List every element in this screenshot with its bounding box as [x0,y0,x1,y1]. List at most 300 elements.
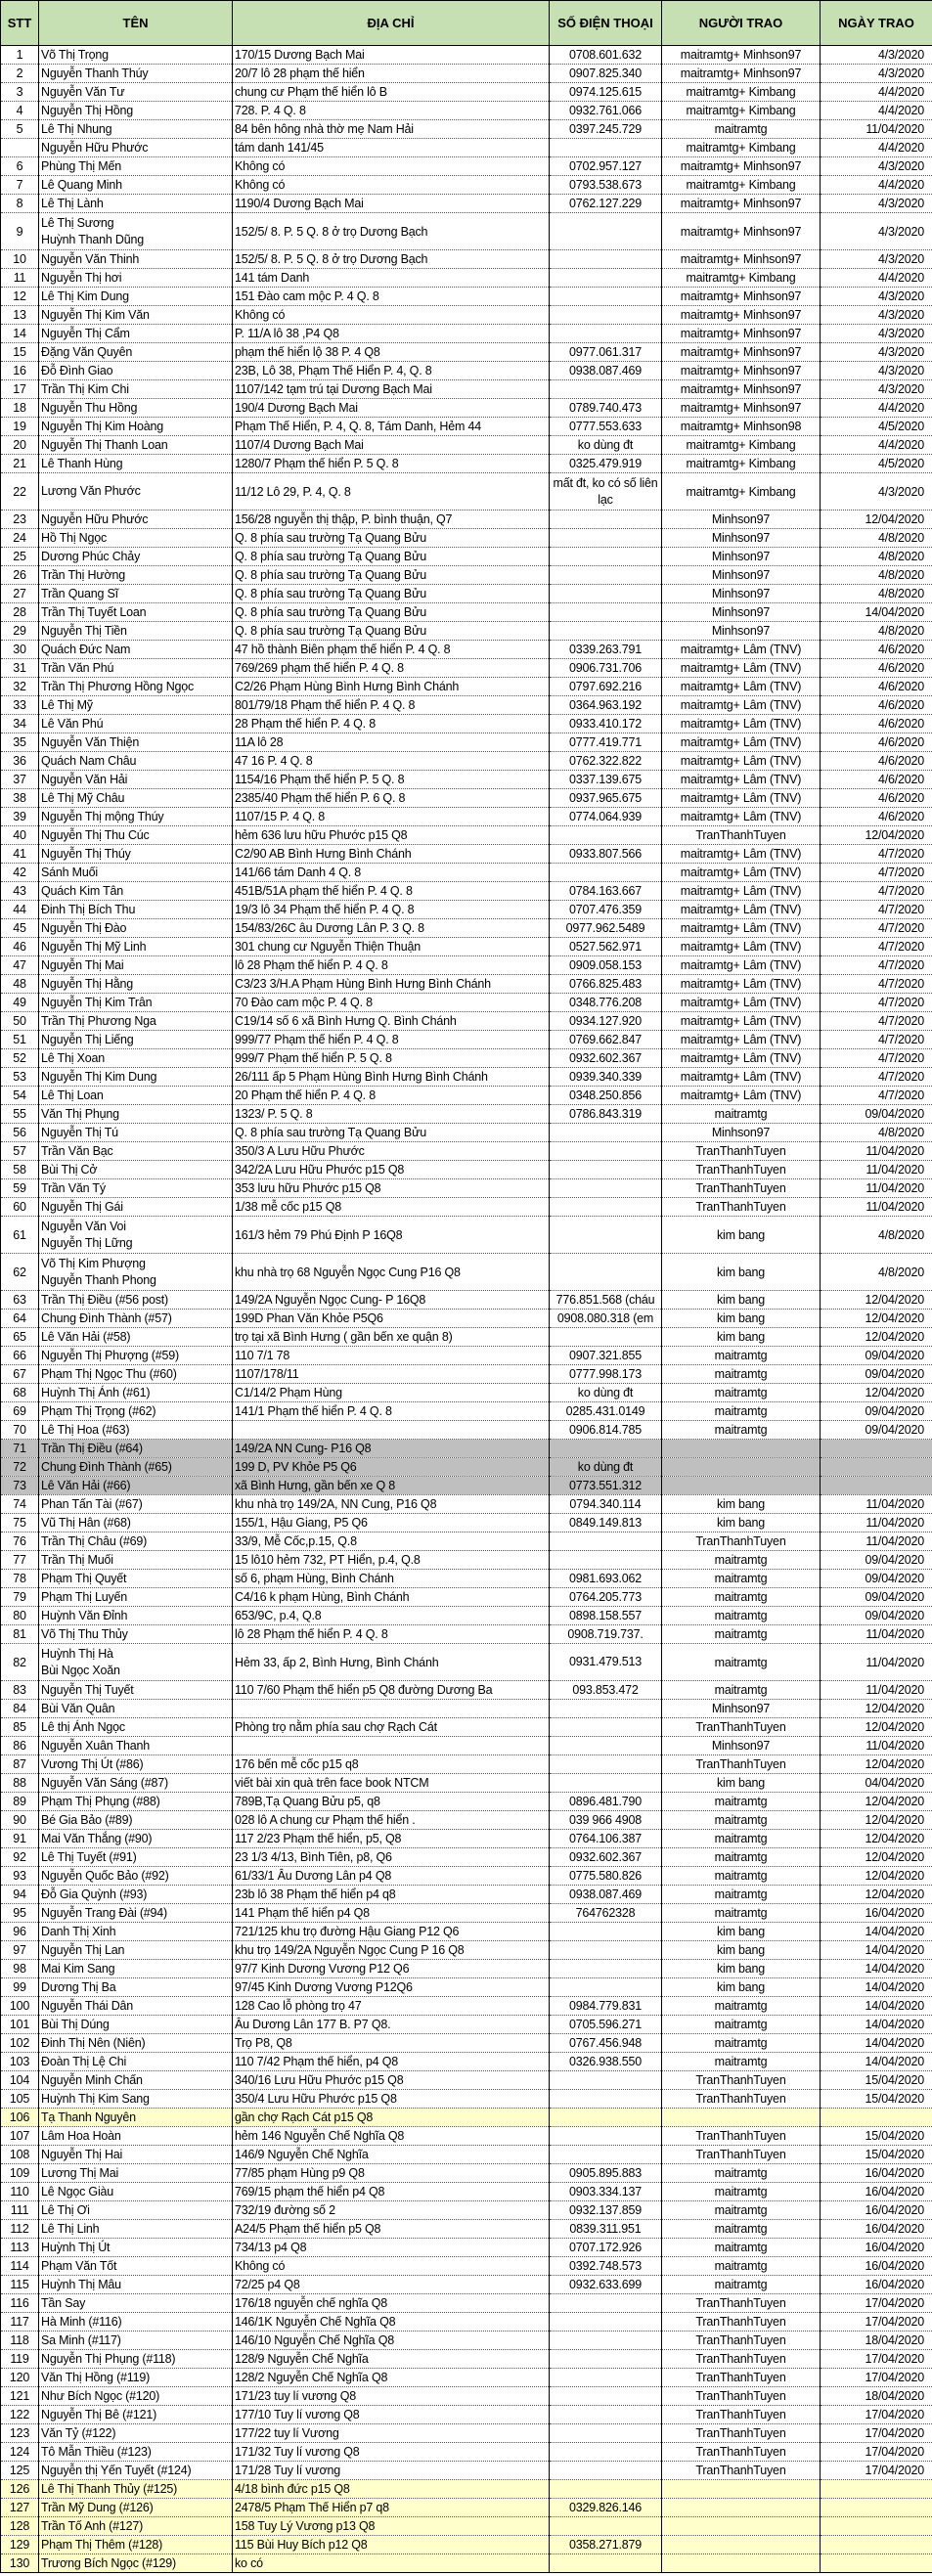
cell-stt[interactable]: 129 [1,2536,39,2554]
cell-dia-chi[interactable]: 4/18 bình đức p15 Q8 [233,2480,550,2499]
cell-sdt[interactable]: 0707.476.359 [550,901,662,919]
cell-nguoi-trao[interactable]: kim bang [662,1923,821,1941]
cell-nguoi-trao[interactable]: maitramtg+ Lâm (TNV) [662,901,821,919]
cell-ngay-trao[interactable]: 4/6/2020 [821,641,932,659]
cell-stt[interactable]: 92 [1,1848,39,1867]
cell-dia-chi[interactable]: ko có [233,2554,550,2573]
cell-stt[interactable]: 25 [1,548,39,566]
cell-sdt[interactable]: 0932.761.066 [550,102,662,120]
table-row[interactable] [1,1886,932,1904]
table-row[interactable] [1,1198,932,1217]
cell-stt[interactable]: 11 [1,269,39,288]
cell-stt[interactable]: 49 [1,994,39,1012]
cell-nguoi-trao[interactable]: TranThanhTuyen [662,2127,821,2146]
cell-ngay-trao[interactable]: 4/7/2020 [821,994,932,1012]
cell-ngay-trao[interactable]: 14/04/2020 [821,2016,932,2034]
cell-ngay-trao[interactable]: 4/3/2020 [821,325,932,343]
cell-ten[interactable]: Trần Quang Sĩ [39,585,233,603]
cell-ngay-trao[interactable]: 12/04/2020 [821,1830,932,1848]
cell-ngay-trao[interactable]: 14/04/2020 [821,1960,932,1978]
table-row[interactable] [1,1477,932,1495]
cell-dia-chi[interactable]: 110 7/42 Phạm thế hiển, p4 Q8 [233,2053,550,2071]
cell-sdt[interactable]: 0909.058.153 [550,956,662,975]
cell-dia-chi[interactable]: 1107/15 P. 4 Q. 8 [233,808,550,826]
cell-stt[interactable]: 118 [1,2332,39,2350]
cell-stt[interactable]: 21 [1,455,39,473]
cell-sdt[interactable] [550,826,662,845]
cell-nguoi-trao[interactable]: maitramtg+ Lâm (TNV) [662,919,821,938]
cell-dia-chi[interactable]: 2478/5 Phạm Thế Hiển p7 q8 [233,2499,550,2517]
cell-ten[interactable]: Nguyễn Thu Hồng [39,399,233,418]
table-row[interactable] [1,901,932,919]
cell-ngay-trao[interactable]: 12/04/2020 [821,1328,932,1347]
cell-dia-chi[interactable]: Q. 8 phía sau trường Tạ Quang Bửu [233,1124,550,1142]
cell-ngay-trao[interactable] [821,2554,932,2573]
cell-dia-chi[interactable]: 1/38 mễ cốc p15 Q8 [233,1198,550,1217]
cell-nguoi-trao[interactable] [662,2536,821,2554]
cell-ngay-trao[interactable]: 4/7/2020 [821,1049,932,1068]
cell-dia-chi[interactable] [233,1700,550,1718]
cell-ten[interactable]: Phan Tấn Tài (#67) [39,1495,233,1514]
cell-nguoi-trao[interactable] [662,1477,821,1495]
cell-ten[interactable]: Lê Thị Sương Huỳnh Thanh Dũng [39,213,233,250]
cell-stt[interactable]: 3 [1,83,39,102]
cell-dia-chi[interactable]: 340/16 Lưu Hữu Phước p15 Q8 [233,2071,550,2090]
cell-ngay-trao[interactable]: 4/3/2020 [821,343,932,362]
cell-dia-chi[interactable]: 146/1K Nguyễn Chế Nghĩa Q8 [233,2313,550,2332]
cell-dia-chi[interactable]: 149/2A NN Cung- P16 Q8 [233,1440,550,1458]
cell-ten[interactable]: Vũ Thị Hân (#68) [39,1514,233,1532]
cell-nguoi-trao[interactable]: TranThanhTuyen [662,1532,821,1551]
cell-nguoi-trao[interactable]: TranThanhTuyen [662,1179,821,1198]
cell-nguoi-trao[interactable]: maitramtg+ Minhson97 [662,362,821,380]
table-row[interactable] [1,2443,932,2462]
table-row[interactable] [1,2034,932,2053]
table-row[interactable] [1,882,932,901]
cell-ten[interactable]: Nguyễn Thái Dân [39,1997,233,2016]
cell-ngay-trao[interactable]: 17/04/2020 [821,2350,932,2369]
cell-stt[interactable]: 72 [1,1458,39,1477]
table-row[interactable] [1,919,932,938]
cell-ngay-trao[interactable]: 17/04/2020 [821,2462,932,2480]
cell-ngay-trao[interactable] [821,2536,932,2554]
table-row[interactable] [1,2109,932,2127]
cell-nguoi-trao[interactable]: Minhson97 [662,603,821,622]
cell-nguoi-trao[interactable]: TranThanhTuyen [662,2146,821,2164]
cell-ngay-trao[interactable]: 4/7/2020 [821,938,932,956]
cell-nguoi-trao[interactable]: kim bang [662,1514,821,1532]
cell-ngay-trao[interactable]: 4/7/2020 [821,1012,932,1031]
cell-stt[interactable]: 46 [1,938,39,956]
cell-dia-chi[interactable]: Trọ P8, Q8 [233,2034,550,2053]
cell-sdt[interactable] [550,288,662,306]
cell-stt[interactable]: 73 [1,1477,39,1495]
cell-ten[interactable]: Văn Thị Hồng (#119) [39,2369,233,2387]
cell-dia-chi[interactable]: 171/32 Tuy lí vương Q8 [233,2443,550,2462]
cell-ten[interactable]: Phạm Thị Quyết [39,1570,233,1588]
cell-dia-chi[interactable]: 1323/ P. 5 Q. 8 [233,1105,550,1124]
table-row[interactable] [1,2183,932,2201]
cell-sdt[interactable]: 0708.601.632 [550,46,662,65]
cell-ten[interactable]: Nguyễn Thị Tuyết [39,1681,233,1700]
cell-stt[interactable]: 79 [1,1588,39,1607]
cell-stt[interactable]: 87 [1,1755,39,1774]
cell-ten[interactable]: Nguyễn Thị Phụng (#118) [39,2350,233,2369]
cell-nguoi-trao[interactable]: maitramtg+ Lâm (TNV) [662,845,821,864]
cell-dia-chi[interactable]: khu nhà trọ 68 Nguyễn Ngọc Cung P16 Q8 [233,1254,550,1291]
cell-stt[interactable]: 2 [1,65,39,83]
cell-ngay-trao[interactable]: 11/04/2020 [821,1142,932,1161]
cell-nguoi-trao[interactable]: maitramtg+ Kimbang [662,176,821,195]
cell-dia-chi[interactable]: 769/15 phạm thế hiển p4 Q8 [233,2183,550,2201]
cell-sdt[interactable] [550,325,662,343]
cell-stt[interactable]: 50 [1,1012,39,1031]
table-row[interactable] [1,157,932,176]
cell-ngay-trao[interactable]: 4/8/2020 [821,1124,932,1142]
cell-stt[interactable]: 70 [1,1421,39,1440]
cell-ngay-trao[interactable]: 16/04/2020 [821,2201,932,2220]
cell-sdt[interactable]: 0938.087.469 [550,1886,662,1904]
cell-nguoi-trao[interactable]: maitramtg+ Lâm (TNV) [662,864,821,882]
cell-sdt[interactable]: 0905.895.883 [550,2164,662,2183]
cell-ngay-trao[interactable]: 4/6/2020 [821,808,932,826]
cell-stt[interactable]: 122 [1,2406,39,2424]
cell-ten[interactable]: Lê Thị Kim Dung [39,288,233,306]
cell-ten[interactable]: Lê Văn Hải (#58) [39,1328,233,1347]
table-row[interactable] [1,1440,932,1458]
table-row[interactable] [1,380,932,399]
cell-stt[interactable]: 71 [1,1440,39,1458]
cell-nguoi-trao[interactable]: maitramtg [662,1848,821,1867]
cell-nguoi-trao[interactable] [662,2554,821,2573]
cell-sdt[interactable]: 0325.479.919 [550,455,662,473]
cell-stt[interactable]: 35 [1,733,39,752]
cell-ten[interactable]: Tần Say [39,2294,233,2313]
cell-dia-chi[interactable]: C4/16 k phạm Hùng, Bình Chánh [233,1588,550,1607]
cell-stt[interactable]: 104 [1,2071,39,2090]
cell-sdt[interactable]: 0777.419.771 [550,733,662,752]
cell-dia-chi[interactable]: 151 Đào cam mộc P. 4 Q. 8 [233,288,550,306]
cell-sdt[interactable] [550,1718,662,1737]
cell-nguoi-trao[interactable]: maitramtg [662,1105,821,1124]
cell-dia-chi[interactable]: 999/7 Phạm thế hiển P. 5 Q. 8 [233,1049,550,1068]
cell-ngay-trao[interactable]: 11/04/2020 [821,1495,932,1514]
cell-stt[interactable]: 83 [1,1681,39,1700]
cell-ngay-trao[interactable] [821,2480,932,2499]
cell-ngay-trao[interactable]: 17/04/2020 [821,2443,932,2462]
cell-stt[interactable]: 124 [1,2443,39,2462]
cell-stt[interactable]: 43 [1,882,39,901]
cell-ten[interactable]: Phạm Văn Tốt [39,2257,233,2276]
cell-ten[interactable]: Huỳnh Thị Hà Bùi Ngọc Xoăn [39,1644,233,1681]
cell-nguoi-trao[interactable]: Minhson97 [662,511,821,529]
cell-ten[interactable]: Nguyễn Thị Hằng [39,975,233,994]
cell-stt[interactable]: 5 [1,120,39,139]
cell-dia-chi[interactable] [233,1421,550,1440]
cell-dia-chi[interactable]: Q. 8 phía sau trường Tạ Quang Bửu [233,585,550,603]
cell-sdt[interactable]: 0786.843.319 [550,1105,662,1124]
cell-nguoi-trao[interactable] [662,1458,821,1477]
cell-nguoi-trao[interactable]: TranThanhTuyen [662,2387,821,2406]
cell-sdt[interactable]: 0339.263.791 [550,641,662,659]
cell-ten[interactable]: Chung Đình Thành (#65) [39,1458,233,1477]
cell-nguoi-trao[interactable]: TranThanhTuyen [662,2406,821,2424]
cell-ngay-trao[interactable]: 16/04/2020 [821,2183,932,2201]
cell-sdt[interactable] [550,548,662,566]
cell-dia-chi[interactable]: 801/79/18 Phạm thế hiển P. 4 Q. 8 [233,696,550,715]
cell-ngay-trao[interactable]: 14/04/2020 [821,1997,932,2016]
cell-dia-chi[interactable]: 28 Phạm thế hiển P. 4 Q. 8 [233,715,550,733]
cell-ten[interactable]: Nguyễn Thị mộng Thúy [39,808,233,826]
cell-dia-chi[interactable]: 115 Bùi Huy Bích p12 Q8 [233,2536,550,2554]
cell-ten[interactable]: Nguyễn Văn Thinh [39,250,233,269]
cell-sdt[interactable] [550,2294,662,2313]
cell-ten[interactable]: Lê Quang Minh [39,176,233,195]
table-row[interactable] [1,1681,932,1700]
cell-ten[interactable]: Trần Thị Muối [39,1551,233,1570]
cell-ngay-trao[interactable]: 4/6/2020 [821,752,932,771]
cell-nguoi-trao[interactable]: TranThanhTuyen [662,1718,821,1737]
cell-ten[interactable]: Trần Thị Phương Hồng Ngọc [39,678,233,696]
cell-stt[interactable]: 81 [1,1625,39,1644]
cell-stt[interactable]: 115 [1,2276,39,2294]
cell-dia-chi[interactable]: phạm thế hiển lộ 38 P. 4 Q8 [233,343,550,362]
cell-sdt[interactable]: 0764.205.773 [550,1588,662,1607]
cell-nguoi-trao[interactable]: Minhson97 [662,622,821,641]
cell-nguoi-trao[interactable]: maitramtg+ Lâm (TNV) [662,1068,821,1087]
cell-ngay-trao[interactable]: 11/04/2020 [821,1644,932,1681]
table-row[interactable] [1,529,932,548]
cell-dia-chi[interactable]: 152/5/ 8. P. 5 Q. 8 ở trọ Dương Bạch [233,213,550,250]
cell-ngay-trao[interactable]: 4/8/2020 [821,1254,932,1291]
cell-dia-chi[interactable]: Hẻm 33, ấp 2, Bình Hưng, Bình Chánh [233,1644,550,1681]
cell-nguoi-trao[interactable]: kim bang [662,1941,821,1960]
cell-sdt[interactable] [550,1254,662,1291]
cell-ten[interactable]: Nguyễn Thị Tú [39,1124,233,1142]
cell-dia-chi[interactable]: 155/1, Hậu Giang, P5 Q6 [233,1514,550,1532]
cell-ngay-trao[interactable]: 09/04/2020 [821,1421,932,1440]
table-row[interactable] [1,622,932,641]
cell-ngay-trao[interactable]: 4/7/2020 [821,956,932,975]
cell-nguoi-trao[interactable]: maitramtg+ Kimbang [662,473,821,511]
cell-ten[interactable]: Nguyễn Hữu Phước [39,139,233,157]
cell-sdt[interactable] [550,2554,662,2573]
cell-stt[interactable]: 37 [1,771,39,789]
cell-ten[interactable]: Nguyễn Thị Phượng (#59) [39,1347,233,1365]
cell-sdt[interactable]: 0764.106.387 [550,1830,662,1848]
cell-nguoi-trao[interactable]: maitramtg+ Minhson97 [662,306,821,325]
cell-nguoi-trao[interactable]: kim bang [662,1328,821,1347]
cell-ten[interactable]: Như Bích Ngọc (#120) [39,2387,233,2406]
cell-ngay-trao[interactable]: 09/04/2020 [821,1588,932,1607]
cell-dia-chi[interactable]: 11A lô 28 [233,733,550,752]
header-stt[interactable]: STT [1,1,39,46]
cell-dia-chi[interactable]: 61/33/1 Âu Dương Lân p4 Q8 [233,1867,550,1886]
cell-ngay-trao[interactable]: 4/7/2020 [821,901,932,919]
cell-ten[interactable]: Đặng Văn Quyên [39,343,233,362]
cell-stt[interactable]: 86 [1,1737,39,1755]
cell-ten[interactable]: Quách Đức Nam [39,641,233,659]
cell-nguoi-trao[interactable]: maitramtg [662,1793,821,1811]
cell-sdt[interactable] [550,511,662,529]
cell-dia-chi[interactable]: viết bài xin quà trên face book NTCM [233,1774,550,1793]
cell-dia-chi[interactable]: hẻm 636 lưu hữu Phước p15 Q8 [233,826,550,845]
cell-nguoi-trao[interactable]: maitramtg+ Kimbang [662,455,821,473]
cell-sdt[interactable]: 0705.596.271 [550,2016,662,2034]
cell-nguoi-trao[interactable]: maitramtg [662,2053,821,2071]
cell-dia-chi[interactable]: 20/7 lô 28 phạm thế hiển [233,65,550,83]
cell-nguoi-trao[interactable]: maitramtg [662,2201,821,2220]
cell-ten[interactable]: Nguyễn Thị Bê (#121) [39,2406,233,2424]
cell-sdt[interactable]: ko dùng đt [550,1458,662,1477]
cell-dia-chi[interactable]: 33/9, Mễ Cốc,p.15, Q.8 [233,1532,550,1551]
cell-dia-chi[interactable]: Không có [233,306,550,325]
table-row[interactable] [1,1718,932,1737]
cell-ten[interactable]: Lê Thị Mỹ Châu [39,789,233,808]
cell-dia-chi[interactable]: số 6, phạm Hùng, Bình Chánh [233,1570,550,1588]
cell-sdt[interactable]: 0767.456.948 [550,2034,662,2053]
cell-ngay-trao[interactable]: 09/04/2020 [821,1365,932,1384]
cell-stt[interactable]: 110 [1,2183,39,2201]
cell-nguoi-trao[interactable]: TranThanhTuyen [662,1161,821,1179]
cell-ngay-trao[interactable]: 16/04/2020 [821,2276,932,2294]
cell-nguoi-trao[interactable]: maitramtg+ Minhson97 [662,195,821,213]
cell-ten[interactable]: Danh Thị Xinh [39,1923,233,1941]
cell-ngay-trao[interactable]: 14/04/2020 [821,1941,932,1960]
cell-dia-chi[interactable]: Phòng trọ nằm phía sau chợ Rạch Cát [233,1718,550,1737]
table-row[interactable] [1,176,932,195]
cell-sdt[interactable] [550,1551,662,1570]
cell-nguoi-trao[interactable]: maitramtg+ Minhson97 [662,157,821,176]
cell-dia-chi[interactable]: 734/13 p4 Q8 [233,2239,550,2257]
cell-sdt[interactable]: 0907.321.855 [550,1347,662,1365]
cell-dia-chi[interactable]: 176 bến mễ cốc p15 q8 [233,1755,550,1774]
cell-stt[interactable]: 18 [1,399,39,418]
table-row[interactable] [1,1402,932,1421]
cell-ten[interactable]: Nguyễn Văn Thiện [39,733,233,752]
cell-nguoi-trao[interactable]: maitramtg+ Lâm (TNV) [662,715,821,733]
table-row[interactable] [1,752,932,771]
table-row[interactable] [1,2220,932,2239]
table-row[interactable] [1,808,932,826]
table-row[interactable] [1,2164,932,2183]
cell-stt[interactable]: 27 [1,585,39,603]
cell-dia-chi[interactable]: 350/4 Lưu Hữu Phước p15 Q8 [233,2090,550,2109]
cell-nguoi-trao[interactable]: maitramtg [662,120,821,139]
cell-nguoi-trao[interactable]: maitramtg+ Kimbang [662,102,821,120]
cell-dia-chi[interactable]: 23 1/3 4/13, Bình Tiên, p8, Q6 [233,1848,550,1867]
cell-sdt[interactable]: 0984.779.831 [550,1997,662,2016]
table-row[interactable] [1,1049,932,1068]
cell-dia-chi[interactable]: 141 tám Danh [233,269,550,288]
cell-stt[interactable]: 4 [1,102,39,120]
cell-ten[interactable]: Lê Thị Loan [39,1087,233,1105]
cell-sdt[interactable] [550,1440,662,1458]
cell-stt[interactable]: 7 [1,176,39,195]
cell-dia-chi[interactable]: 190/4 Dương Bạch Mai [233,399,550,418]
cell-dia-chi[interactable]: 149/2A Nguyễn Ngọc Cung- P 16Q8 [233,1291,550,1310]
cell-stt[interactable]: 123 [1,2424,39,2443]
cell-sdt[interactable] [550,2127,662,2146]
cell-dia-chi[interactable]: 26/111 ấp 5 Phạm Hùng Bình Hưng Bình Chánh [233,1068,550,1087]
cell-sdt[interactable] [550,2517,662,2536]
cell-stt[interactable]: 45 [1,919,39,938]
cell-nguoi-trao[interactable]: maitramtg [662,1644,821,1681]
cell-ten[interactable]: Lê Văn Hải (#66) [39,1477,233,1495]
cell-ngay-trao[interactable]: 17/04/2020 [821,2406,932,2424]
cell-dia-chi[interactable]: 23b lô 38 Phạm thế hiển p4 q8 [233,1886,550,1904]
cell-ngay-trao[interactable]: 4/8/2020 [821,548,932,566]
table-row[interactable] [1,2090,932,2109]
cell-nguoi-trao[interactable]: maitramtg [662,1421,821,1440]
cell-sdt[interactable]: 0931.479.513 [550,1644,662,1681]
table-row[interactable] [1,975,932,994]
cell-dia-chi[interactable]: Q. 8 phía sau trường Tạ Quang Bửu [233,548,550,566]
cell-nguoi-trao[interactable]: TranThanhTuyen [662,2090,821,2109]
cell-sdt[interactable]: 0777.998.173 [550,1365,662,1384]
cell-stt[interactable]: 36 [1,752,39,771]
table-row[interactable] [1,2536,932,2554]
cell-sdt[interactable]: 0898.158.557 [550,1607,662,1625]
table-row[interactable] [1,566,932,585]
cell-nguoi-trao[interactable]: maitramtg+ Minhson97 [662,46,821,65]
cell-ten[interactable]: Lê Thanh Hùng [39,455,233,473]
cell-ngay-trao[interactable] [821,1458,932,1477]
table-row[interactable] [1,1458,932,1477]
cell-dia-chi[interactable]: Không có [233,157,550,176]
cell-dia-chi[interactable]: 732/19 đường số 2 [233,2201,550,2220]
cell-ten[interactable]: Sa Minh (#117) [39,2332,233,2350]
cell-sdt[interactable]: 776.851.568 (cháu [550,1291,662,1310]
cell-stt[interactable]: 26 [1,566,39,585]
header-dia-chi[interactable]: ĐỊA CHỈ [233,1,550,46]
table-row[interactable] [1,1068,932,1087]
cell-stt[interactable]: 109 [1,2164,39,2183]
cell-ten[interactable]: Nguyễn Thị Lan [39,1941,233,1960]
cell-stt[interactable]: 101 [1,2016,39,2034]
cell-stt[interactable]: 114 [1,2257,39,2276]
cell-sdt[interactable]: 0937.965.675 [550,789,662,808]
cell-ten[interactable]: Phạm Thị Thêm (#128) [39,2536,233,2554]
cell-sdt[interactable]: 0903.334.137 [550,2183,662,2201]
cell-sdt[interactable] [550,585,662,603]
cell-ngay-trao[interactable]: 4/7/2020 [821,1031,932,1049]
header-ngay-trao[interactable]: NGÀY TRAO [821,1,932,46]
cell-nguoi-trao[interactable]: maitramtg+ Lâm (TNV) [662,678,821,696]
table-row[interactable] [1,2554,932,2573]
cell-dia-chi[interactable]: 171/23 tuy lí vương Q8 [233,2387,550,2406]
cell-stt[interactable]: 47 [1,956,39,975]
cell-stt[interactable]: 112 [1,2220,39,2239]
cell-ten[interactable]: Võ Thị Trọng [39,46,233,65]
cell-ten[interactable]: Nguyễn Thị Kim Hoàng [39,418,233,436]
cell-ngay-trao[interactable]: 12/04/2020 [821,1886,932,1904]
cell-ngay-trao[interactable]: 4/8/2020 [821,566,932,585]
cell-nguoi-trao[interactable]: maitramtg [662,1997,821,2016]
cell-sdt[interactable]: 0938.087.469 [550,362,662,380]
cell-nguoi-trao[interactable]: maitramtg [662,2016,821,2034]
cell-ten[interactable]: Lê Ngọc Giàu [39,2183,233,2201]
table-row[interactable] [1,1978,932,1997]
cell-nguoi-trao[interactable]: maitramtg+ Lâm (TNV) [662,1049,821,1068]
cell-dia-chi[interactable]: 171/28 Tuy lí vương [233,2462,550,2480]
cell-sdt[interactable]: ko dùng đt [550,436,662,455]
cell-sdt[interactable] [550,2071,662,2090]
cell-ngay-trao[interactable]: 11/04/2020 [821,1532,932,1551]
cell-stt[interactable]: 130 [1,2554,39,2573]
cell-nguoi-trao[interactable]: maitramtg [662,1551,821,1570]
cell-sdt[interactable]: 0939.340.339 [550,1068,662,1087]
